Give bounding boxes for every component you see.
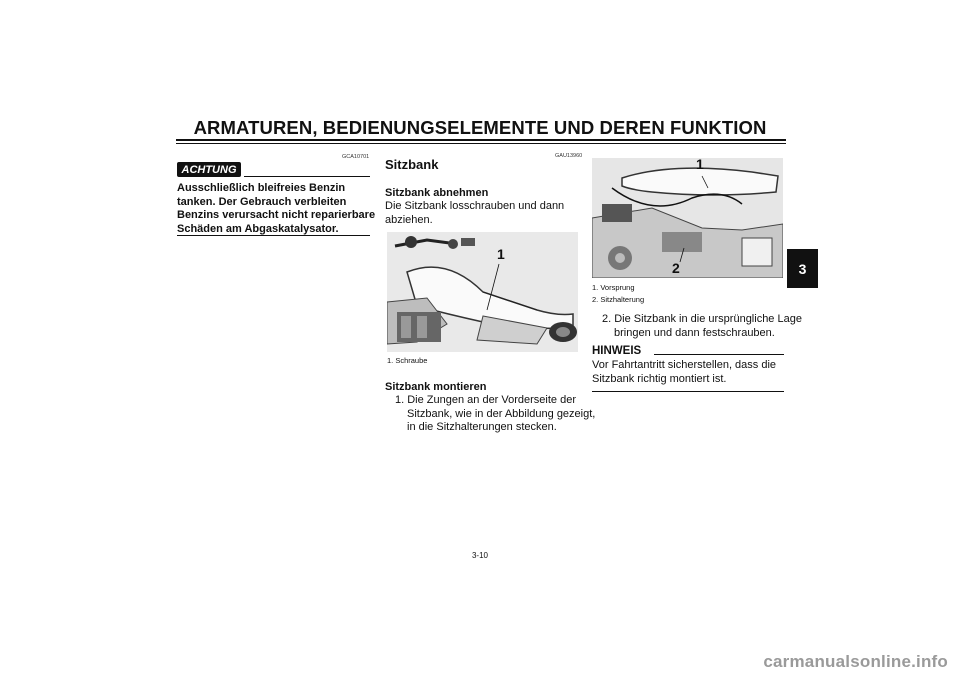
- watermark: carmanualsonline.info: [763, 652, 948, 671]
- hinweis-label: HINWEIS: [592, 345, 642, 357]
- heading-sitzbank-abnehmen: Sitzbank abnehmen: [385, 187, 489, 199]
- text-sitzbank-abnehmen: Die Sitzbank losschrauben und dann abziehen.: [385, 200, 565, 226]
- hinweis-text: Vor Fahrtantritt sicherstellen, dass die Sitzbank richtig montiert ist.: [592, 359, 777, 385]
- section-title-sitzbank: Sitzbank: [385, 157, 439, 172]
- achtung-badge: ACHTUNG: [177, 162, 241, 177]
- hinweis-rule-top: [654, 354, 784, 355]
- achtung-code: GCA10701: [342, 154, 370, 160]
- figure2-callout-2: 2: [672, 260, 680, 276]
- figure1-caption: 1. Schraube: [387, 356, 428, 365]
- achtung-rule-bottom: [177, 235, 370, 236]
- seat-mount-illustration: [592, 158, 783, 278]
- motorcycle-side-illustration: [387, 232, 578, 352]
- achtung-rule-top: [244, 176, 370, 177]
- chapter-tab[interactable]: 3: [787, 249, 818, 288]
- heading-sitzbank-montieren: Sitzbank montieren: [385, 381, 487, 393]
- figure2-caption-2: 2. Sitzhalterung: [592, 295, 645, 304]
- figure1-callout: 1: [497, 246, 505, 262]
- hinweis-rule-bottom: [592, 391, 784, 392]
- figure2-caption-1: 1. Vorsprung: [592, 283, 635, 292]
- page-title: ARMATUREN, BEDIENUNGSELEMENTE UND DEREN FUNKTION: [193, 117, 767, 138]
- step-1-text: 1. Die Zungen an der Vorderseite der Sitzbank, wie in der Abbildung gezeigt, in die Sitzhalterungen stecken.: [395, 394, 596, 433]
- figure-seat-mount: [592, 158, 783, 278]
- step-2-text: 2. Die Sitzbank in die ursprüngliche Lage bringen und dann festschrauben.: [602, 313, 802, 339]
- figure2-callout-1: 1: [696, 158, 704, 172]
- sitzbank-code: GAU13960: [555, 153, 583, 159]
- figure-motorcycle-side: [387, 232, 578, 352]
- header-rule: [176, 139, 786, 141]
- header-rule-thin: [176, 143, 786, 144]
- page-number: 3-10: [471, 551, 488, 560]
- achtung-text: Ausschließlich bleifreies Benzin tanken. Der Gebrauch verbleiten Benzins verursacht nicht reparierbare Schäden am Abgaskatalysator.: [177, 182, 376, 235]
